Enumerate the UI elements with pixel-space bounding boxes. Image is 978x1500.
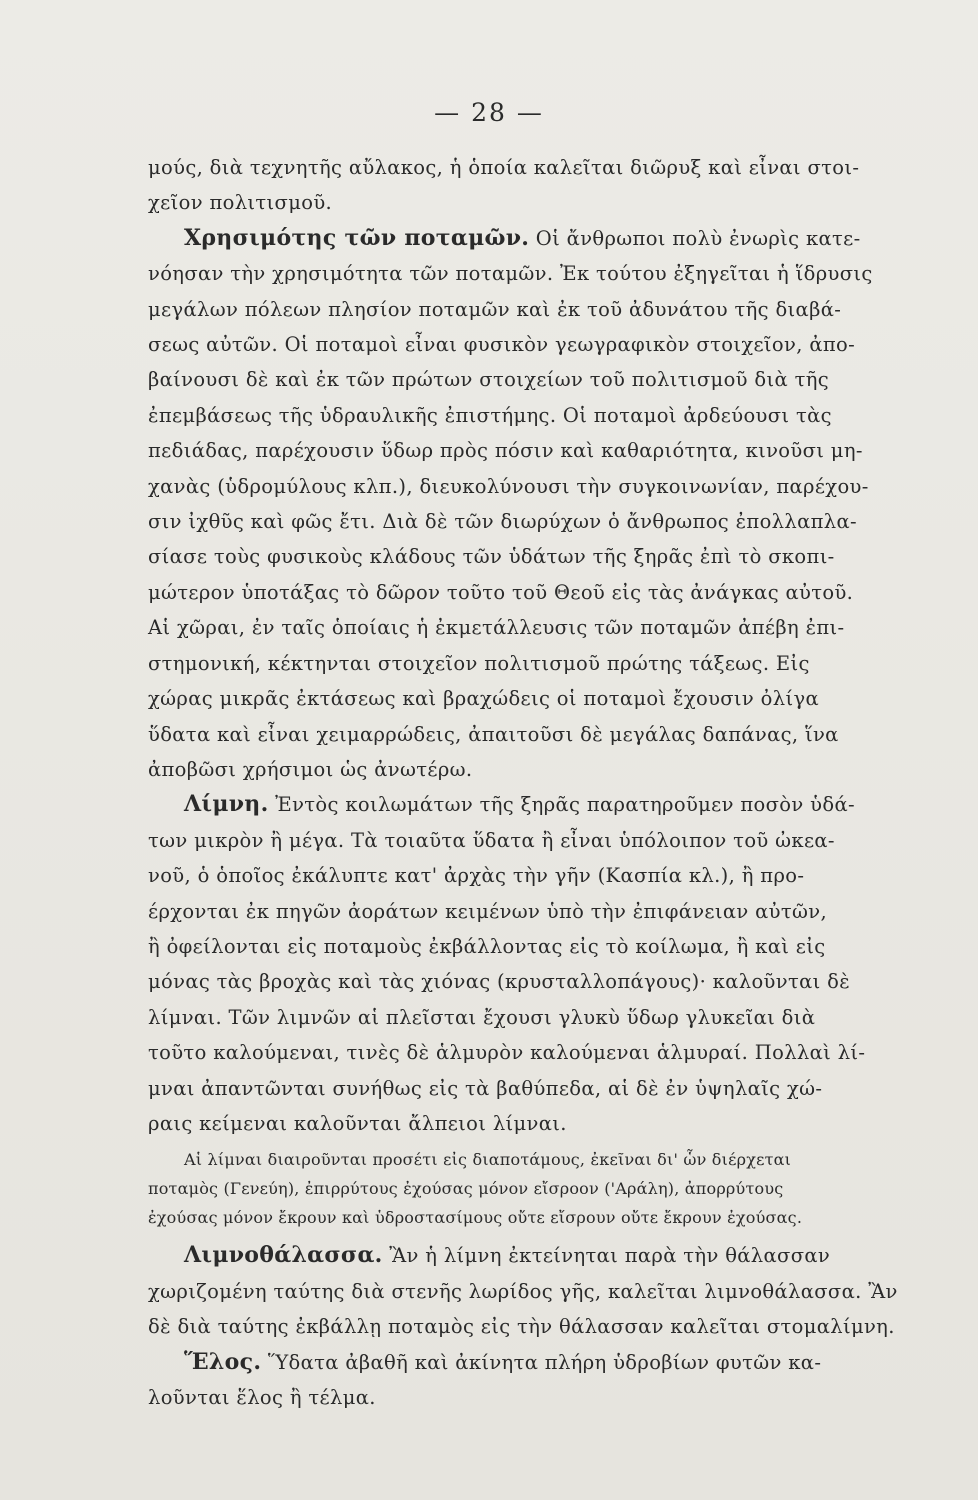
text-line: χεῖον πολιτισμοῦ. (148, 191, 333, 215)
text-line: μναι ἀπαντῶνται συνήθως εἰς τὰ βαθύπεδα, αἱ δὲ ἐν ὑψηλαῖς χώ- (148, 1076, 823, 1100)
text-line: νόησαν τὴν χρησιμότητα τῶν ποταμῶν. Ἐκ τούτου ἐξηγεῖται ἡ ἵδρυσις (148, 262, 873, 286)
section-heading-usefulness: Χρησιμότης τῶν ποταμῶν. (184, 224, 530, 251)
text-line: ραις κείμεναι καλοῦνται ἄλπειοι λίμναι. (148, 1111, 567, 1135)
text-line: λοῦνται ἕλος ἢ τέλμα. (148, 1386, 376, 1409)
text-run: Ἐντὸς κοιλωμάτων τῆς ξηρᾶς παρατηροῦμεν ποσὸν ὑδά- (268, 793, 855, 817)
note-line: Αἱ λίμναι διαιροῦνται προσέτι εἰς διαποτάμους, ἐκεῖναι δι' ὧν διέρχεται (184, 1150, 792, 1170)
text-line: μούς, διὰ τεχνητῆς αὔλακος, ἡ ὁποία καλεῖται διῶρυξ καὶ εἶναι στοι- (148, 156, 860, 179)
section-lake-first-line (148, 787, 930, 822)
section-lagoon-first-line (148, 1238, 930, 1273)
text-line: νοῦ, ὁ ὁποῖος ἐκάλυπτε κατ' ἀρχὰς τὴν γῆν (Κασπία κλ.), ἢ προ- (148, 864, 805, 888)
note-line: ἐχούσας μόνον ἔκρουν καὶ ὑδροστασίμους οὔτε εἴσρουν οὔτε ἔκρουν ἐχούσας. (148, 1208, 803, 1228)
text-line: ἐπεμβάσεως τῆς ὑδραυλικῆς ἐπιστήμης. Οἱ ποταμοὶ ἀρδεύουσι τὰς (148, 403, 832, 427)
text-line: δὲ διὰ ταύτης ἐκβάλλῃ ποταμὸς εἰς τὴν θάλασσαν καλεῖται στομαλίμνη. (148, 1315, 895, 1339)
page-number: — 28 — (434, 98, 544, 127)
text-line: ὕδατα καὶ εἶναι χειμαρρώδεις, ἀπαιτοῦσι δὲ μεγάλας δαπάνας, ἵνα (148, 722, 839, 746)
small-print-note (148, 1145, 930, 1232)
note-line: ποταμὸς (Γενεύη), ἐπιρρύτους ἐχούσας μόνον εἴσροον ('Αράλη), ἀπορρύτους (148, 1179, 784, 1199)
text-line: μόνας τὰς βροχὰς καὶ τὰς χιόνας (κρυσταλλοπάγους)· καλοῦνται δὲ (148, 970, 851, 994)
text-line: των μικρὸν ἢ μέγα. Τὰ τοιαῦτα ὕδατα ἢ εἶναι ὑπόλοιπον τοῦ ὠκεα- (148, 828, 835, 852)
text-line: πεδιάδας, παρέχουσιν ὕδωρ πρὸς πόσιν καὶ καθαριότητα, κινοῦσι μη- (148, 439, 863, 463)
text-line: ἀποβῶσι χρήσιμοι ὡς ἀνωτέρω. (148, 757, 473, 781)
text-line: χωριζομένη ταύτης διὰ στενῆς λωρίδος γῆς, καλεῖται λιμνοθάλασσα. Ἂν (148, 1279, 898, 1303)
section-usefulness-first-line (148, 221, 930, 256)
text-line: τοῦτο καλούμεναι, τινὲς δὲ ἁλμυρὸν καλούμεναι ἁλμυραί. Πολλαὶ λί- (148, 1041, 866, 1065)
text-line: χανὰς (ὑδρομύλους κλπ.), διευκολύνουσι τὴν συγκοινωνίαν, παρέχου- (148, 474, 869, 498)
section-marsh-first-line (148, 1345, 930, 1380)
text-line: χώρας μικρᾶς ἐκτάσεως καὶ βραχώδεις οἱ ποταμοὶ ἔχουσιν ὀλίγα (148, 687, 820, 711)
section-heading-lagoon: Λιμνοθάλασσα. (184, 1242, 383, 1269)
text-line: λίμναι. Τῶν λιμνῶν αἱ πλεῖσται ἔχουσι γλυκὺ ὕδωρ γλυκεῖαι διὰ (148, 1005, 816, 1029)
text-run: Οἱ ἄνθρωποι πολὺ ἐνωρὶς κατε- (529, 226, 861, 250)
text-line: βαίνουσι δὲ καὶ ἐκ τῶν πρώτων στοιχείων τοῦ πολιτισμοῦ διὰ τῆς (148, 368, 830, 392)
text-line: έρχονται ἐκ πηγῶν ἀοράτων κειμένων ὑπὸ τὴν ἐπιφάνειαν αὐτῶν, (148, 899, 828, 923)
text-run: Ὕδατα ἀβαθῆ καὶ ἀκίνητα πλήρη ὑδροβίων φυτῶν κα- (261, 1350, 822, 1374)
text-line: στημονική, κέκτηνται στοιχεῖον πολιτισμοῦ πρώτης τάξεως. Εἰς (148, 651, 810, 675)
text-line: ἢ ὀφείλονται εἰς ποταμοὺς ἐκβάλλοντας εἰς τὸ κοίλωμα, ἢ καὶ εἰς (148, 934, 826, 958)
body-text (148, 150, 930, 1415)
text-run: Ἂν ἡ λίμνη ἐκτείνηται παρὰ τὴν θάλασσαν (382, 1244, 831, 1268)
section-heading-lake: Λίμνη. (184, 791, 269, 818)
text-line: σιν ἰχθῦς καὶ φῶς ἔτι. Διὰ δὲ τῶν διωρύχων ὁ ἄνθρωπος ἐπολλαπλα- (148, 510, 857, 534)
text-line: Αἱ χῶραι, ἐν ταῖς ὁποίαις ἡ ἐκμετάλλευσις τῶν ποταμῶν ἀπέβη ἐπι- (148, 616, 845, 640)
text-line: μεγάλων πόλεων πλησίον ποταμῶν καὶ ἐκ τοῦ ἀδυνάτου τῆς διαβά- (148, 297, 842, 321)
text-line: σίασε τοὺς φυσικοὺς κλάδους τῶν ὑδάτων τῆς ξηρᾶς ἐπὶ τὸ σκοπι- (148, 545, 835, 569)
text-line: μώτερον ὑποτάξας τὸ δῶρον τοῦτο τοῦ Θεοῦ εἰς τὰς ἀνάγκας αὐτοῦ. (148, 580, 854, 604)
text-line: σεως αὐτῶν. Οἱ ποταμοὶ εἶναι φυσικὸν γεωγραφικὸν στοιχεῖον, ἀπο- (148, 333, 856, 357)
section-heading-marsh: Ἕλος. (184, 1348, 262, 1375)
